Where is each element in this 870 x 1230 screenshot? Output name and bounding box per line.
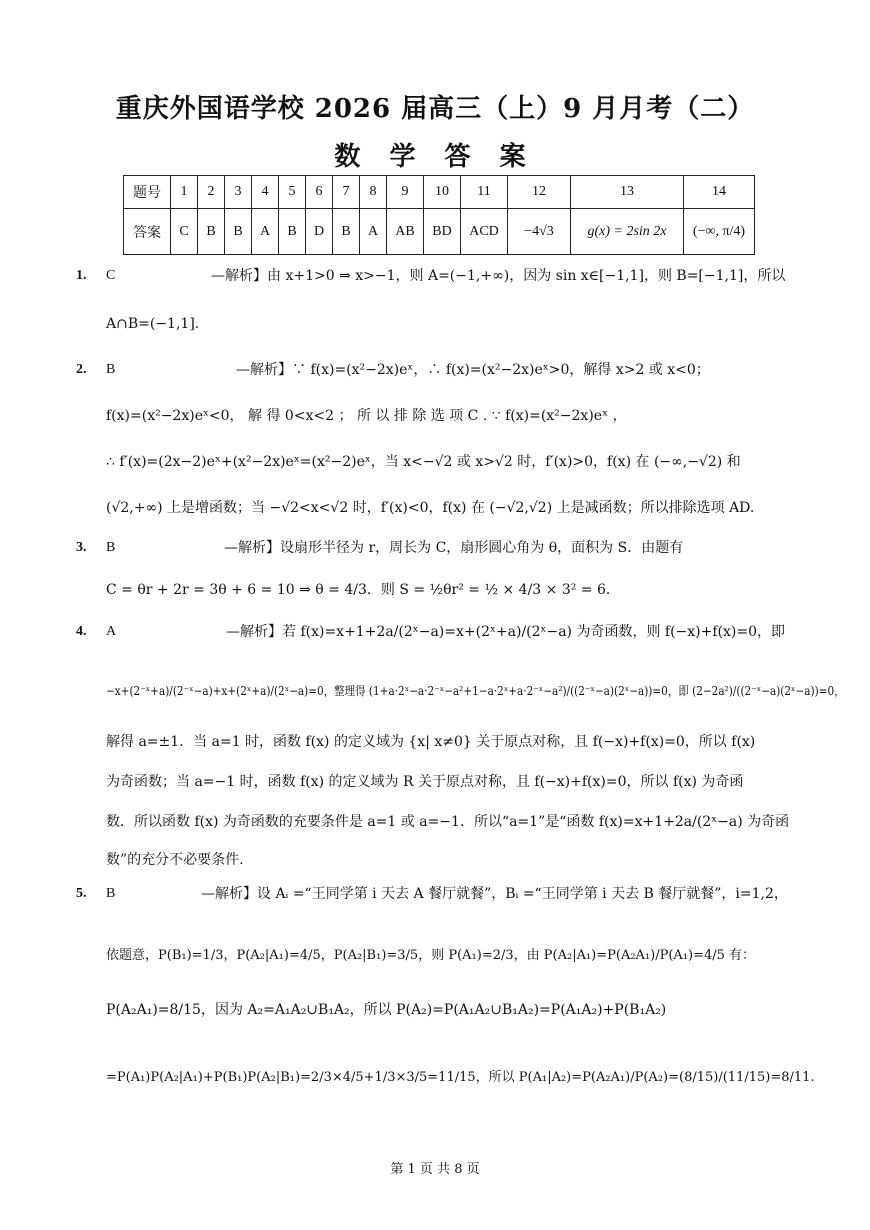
question-answer: A [106, 624, 117, 639]
question-number: 1. [76, 268, 87, 283]
question-number-cell: 4 [252, 176, 279, 209]
answer-cell: ACD [461, 209, 508, 255]
answer-table-header-row [124, 176, 755, 209]
solution-line: f(x)=(x²−2x)eˣ<0， 解 得 0<x<2 ； 所 以 排 除 选 项 C . ∵ f(x)=(x²−2x)eˣ ， [106, 408, 627, 424]
question-number: 4. [76, 624, 87, 639]
answer-cell: D [306, 209, 333, 255]
question-number-cell: 7 [333, 176, 360, 209]
question-number-cell: 12 [508, 176, 571, 209]
page-footer: 第 1 页 共 8 页 [390, 1162, 480, 1177]
question-number-cell: 14 [684, 176, 755, 209]
solution-line: A∩B=(−1,1]. [106, 316, 200, 332]
answer-table [123, 175, 755, 255]
page-subtitle: 数 学 答 案 [334, 142, 536, 172]
solution-line: −x+(2⁻ˣ+a)/(2⁻ˣ−a)+x+(2ˣ+a)/(2ˣ−a)=0，整理得 (1+a·2ˣ−a·2⁻ˣ−a²+1−a·2ˣ+a·2⁻ˣ−a²)/((2⁻ˣ−a)(2ˣ−a))=0，即 (2−2a²)/((2⁻ˣ−a)(2ˣ−a))=0， [106, 684, 845, 698]
question-number: 5. [76, 886, 87, 901]
question-number-cell: 6 [306, 176, 333, 209]
solution-line: 数”的充分不必要条件. [106, 852, 244, 868]
solution-line: C = θr + 2r = 3θ + 6 = 10 ⇒ θ = 4/3．则 S = ½θr² = ½ × 4/3 × 3² = 6． [106, 582, 620, 598]
answer-cell: B [225, 209, 252, 255]
solution-line: (√2,+∞) 上是增函数；当 −√2<x<√2 时，f′(x)<0，f(x) 在 (−√2,√2) 上是减函数；所以排除选项 AD. [106, 500, 755, 516]
page-title: 重庆外国语学校 2026 届高三（上）9 月月考（二） [115, 94, 755, 124]
answer-table-answer-row [124, 209, 755, 255]
answer-cell: A [360, 209, 387, 255]
answer-cell: BD [424, 209, 461, 255]
question-number: 3. [76, 540, 87, 555]
question-number: 2. [76, 362, 87, 377]
solution-line: P(A₂A₁)=8/15，因为 A₂=A₁A₂∪B₁A₂，所以 P(A₂)=P(A₁A₂∪B₁A₂)=P(A₁A₂)+P(B₁A₂) [106, 1002, 667, 1018]
question-answer: B [106, 540, 116, 555]
solution-line: —解析】由 x+1>0 ⇒ x>−1，则 A=(−1,+∞)，因为 sin x∈[−1,1]，则 B=[−1,1]，所以 [211, 268, 786, 284]
solution-line: —解析】设 Aᵢ =“王同学第 i 天去 A 餐厅就餐”，Bᵢ =“王同学第 i 天去 B 餐厅就餐”，i=1,2， [201, 886, 788, 902]
solution-line: —解析】∵ f(x)=(x²−2x)eˣ，∴ f(x)=(x²−2x)eˣ>0，解得 x>2 或 x<0； [236, 362, 710, 378]
solution-line: —解析】设扇形半径为 r，周长为 C，扇形圆心角为 θ，面积为 S．由题有 [224, 540, 684, 556]
solution-line: ∴ f′(x)=(2x−2)eˣ+(x²−2x)eˣ=(x²−2)eˣ，当 x<−√2 或 x>√2 时，f′(x)>0，f(x) 在 (−∞,−√2) 和 [106, 454, 741, 470]
question-answer: B [106, 362, 116, 377]
solution-line: 为奇函数；当 a=−1 时，函数 f(x) 的定义域为 R 关于原点对称，且 f(−x)+f(x)=0，所以 f(x) 为奇函 [106, 774, 744, 790]
question-number-cell: 8 [360, 176, 387, 209]
question-number-cell: 11 [461, 176, 508, 209]
answer-cell: B [333, 209, 360, 255]
solution-line: =P(A₁)P(A₂|A₁)+P(B₁)P(A₂|B₁)=2/3×4/5+1/3×3/5=11/15，所以 P(A₁|A₂)=P(A₂A₁)/P(A₂)=(8/15)/(11/15)=8/11. [106, 1070, 815, 1085]
answer-cell: g(x) = 2sin 2x [571, 209, 684, 255]
solution-line: 数．所以函数 f(x) 为奇函数的充要条件是 a=1 或 a=−1．所以“a=1”是“函数 f(x)=x+1+2a/(2ˣ−a) 为奇函 [106, 814, 790, 830]
answer-cell: B [198, 209, 225, 255]
question-number-cell: 13 [571, 176, 684, 209]
header-label-cell: 题号 [124, 176, 171, 209]
answer-label-cell: 答案 [124, 209, 171, 255]
answer-cell: A [252, 209, 279, 255]
question-number-cell: 1 [171, 176, 198, 209]
answer-cell: C [171, 209, 198, 255]
solution-line: 解得 a=±1．当 a=1 时，函数 f(x) 的定义域为 {x| x≠0} 关于原点对称，且 f(−x)+f(x)=0，所以 f(x) [106, 734, 756, 750]
question-number-cell: 2 [198, 176, 225, 209]
answer-cell: −4√3 [508, 209, 571, 255]
question-number-cell: 9 [387, 176, 424, 209]
answer-cell: (−∞, π/4) [684, 209, 755, 255]
solution-line: —解析】若 f(x)=x+1+2a/(2ˣ−a)=x+(2ˣ+a)/(2ˣ−a) 为奇函数，则 f(−x)+f(x)=0，即 [226, 624, 786, 640]
solution-line: 依题意，P(B₁)=1/3，P(A₂|A₁)=4/5，P(A₂|B₁)=3/5，则 P(A₁)=2/3，由 P(A₂|A₁)=P(A₂A₁)/P(A₁)=4/5 有： [106, 948, 756, 963]
question-number-cell: 5 [279, 176, 306, 209]
question-number-cell: 3 [225, 176, 252, 209]
answer-cell: B [279, 209, 306, 255]
question-answer: B [106, 886, 116, 901]
question-answer: C [106, 268, 116, 283]
answer-cell: AB [387, 209, 424, 255]
question-number-cell: 10 [424, 176, 461, 209]
